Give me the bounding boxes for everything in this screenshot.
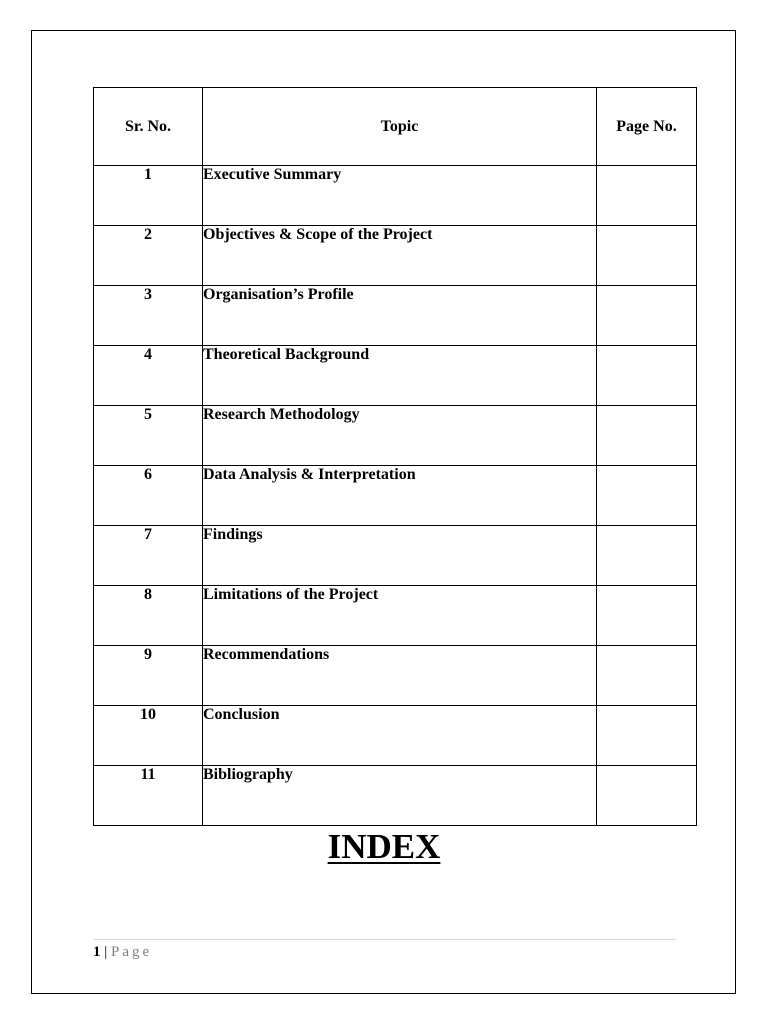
topic-cell: Limitations of the Project xyxy=(203,586,597,646)
topic-cell: Conclusion xyxy=(203,706,597,766)
topic-cell: Organisation’s Profile xyxy=(203,286,597,346)
table-row xyxy=(94,166,697,226)
page-no-cell xyxy=(597,226,697,286)
page-no-cell xyxy=(597,586,697,646)
index-table xyxy=(93,87,697,826)
table-row xyxy=(94,766,697,826)
page-no-cell xyxy=(597,286,697,346)
sr-no-cell: 9 xyxy=(94,646,203,706)
sr-no-cell: 10 xyxy=(94,706,203,766)
table-row xyxy=(94,706,697,766)
table-header-row xyxy=(94,88,697,166)
table-row xyxy=(94,466,697,526)
table-row xyxy=(94,226,697,286)
page-no-cell xyxy=(597,166,697,226)
table-row xyxy=(94,526,697,586)
sr-no-cell: 4 xyxy=(94,346,203,406)
table-row xyxy=(94,586,697,646)
page-number: 1 xyxy=(93,944,101,960)
topic-cell: Objectives & Scope of the Project xyxy=(203,226,597,286)
page-no-cell xyxy=(597,766,697,826)
table-row xyxy=(94,346,697,406)
topic-cell: Research Methodology xyxy=(203,406,597,466)
sr-no-cell: 7 xyxy=(94,526,203,586)
page-no-cell xyxy=(597,706,697,766)
header-sr-no: Sr. No. xyxy=(94,88,203,166)
header-page-no: Page No. xyxy=(597,88,697,166)
page-no-cell xyxy=(597,466,697,526)
footer-divider xyxy=(93,939,676,940)
sr-no-cell: 8 xyxy=(94,586,203,646)
table-row xyxy=(94,286,697,346)
page-no-cell xyxy=(597,526,697,586)
topic-cell: Findings xyxy=(203,526,597,586)
page-no-cell xyxy=(597,646,697,706)
sr-no-cell: 11 xyxy=(94,766,203,826)
topic-cell: Data Analysis & Interpretation xyxy=(203,466,597,526)
sr-no-cell: 6 xyxy=(94,466,203,526)
index-title: INDEX xyxy=(327,827,441,866)
topic-cell: Bibliography xyxy=(203,766,597,826)
table-row xyxy=(94,646,697,706)
table-row xyxy=(94,406,697,466)
sr-no-cell: 2 xyxy=(94,226,203,286)
topic-cell: Theoretical Background xyxy=(203,346,597,406)
page-no-cell xyxy=(597,346,697,406)
header-topic: Topic xyxy=(203,88,597,166)
page-label: Page xyxy=(111,944,153,960)
sr-no-cell: 3 xyxy=(94,286,203,346)
page-no-cell xyxy=(597,406,697,466)
topic-cell: Recommendations xyxy=(203,646,597,706)
page-footer xyxy=(93,942,152,962)
sr-no-cell: 1 xyxy=(94,166,203,226)
topic-cell: Executive Summary xyxy=(203,166,597,226)
sr-no-cell: 5 xyxy=(94,406,203,466)
footer-separator: | xyxy=(100,944,112,960)
